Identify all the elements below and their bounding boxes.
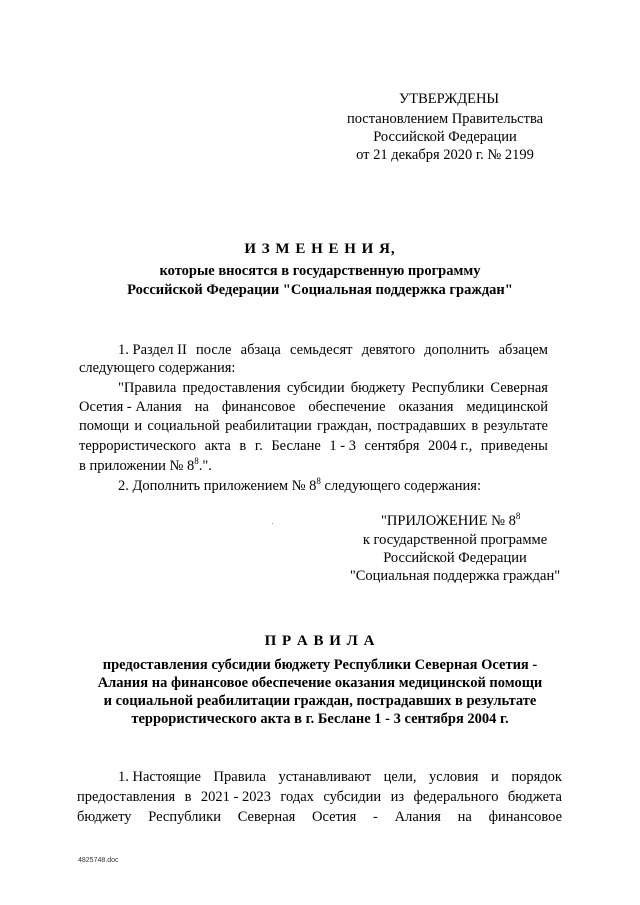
approval-title: УТВЕРЖДЕНЫ	[399, 91, 500, 107]
approval-line-3: от 21 декабря 2020 г. № 2199	[356, 147, 534, 163]
para1-line-2: предоставления в 2021 - 2023 годах субсидии из федерального бюджета	[77, 789, 562, 805]
footer-doc-id: 4825748.doc	[78, 857, 119, 864]
item1-line-3: "Правила предоставления субсидии бюджету Республики Северная	[118, 380, 548, 396]
rules-subtitle-1: предоставления субсидии бюджету Республики Северная Осетия -	[102, 657, 538, 673]
approval-line-2: Российской Федерации	[373, 129, 517, 145]
item1-line-7: в приложении № $8^8$.".	[79, 456, 212, 474]
rules-subtitle-4: террористического акта в г. Беслане 1 - 3 сентября 2004 г.	[131, 711, 509, 727]
rules-subtitle-3: и социальной реабилитации граждан, пострадавших в результате	[103, 693, 537, 709]
item1-line-5: помощи и социальной реабилитации граждан, пострадавших в результате	[79, 418, 548, 434]
item1-line-1: 1. Раздел II после абзаца семьдесят девятого дополнить абзацем	[118, 342, 548, 358]
rules-subtitle-2: Алания на финансовое обеспечение оказания медицинской помощи	[97, 675, 543, 691]
appendix-line-2: Российской Федерации	[383, 550, 527, 566]
item1-line-4: Осетия - Алания на финансовое обеспечение оказания медицинской	[79, 399, 548, 415]
appendix-line-3: "Социальная поддержка граждан"	[349, 568, 561, 584]
item1-line-2: следующего содержания:	[79, 360, 236, 376]
appendix-title: "ПРИЛОЖЕНИЕ № $8^8$	[381, 511, 521, 529]
rules-heading: П Р А В И Л А	[264, 633, 376, 649]
item2-line: 2. Дополнить приложением № $8^8$ следующего содержания:	[118, 476, 481, 494]
approval-line-1: постановлением Правительства	[346, 111, 544, 127]
scan-dot	[272, 523, 273, 524]
changes-subtitle-1: которые вносятся в государственную программу	[159, 263, 481, 279]
changes-subtitle-2: Российской Федерации "Социальная поддержка граждан"	[127, 282, 513, 298]
para1-line-1: 1. Настоящие Правила устанавливают цели, условия и порядок	[118, 769, 562, 785]
changes-heading: И З М Е Н Е Н И Я,	[244, 241, 396, 257]
para1-line-3: бюджету Республики Северная Осетия - Алания на финансовое	[77, 809, 562, 825]
item1-line-6: террористического акта в г. Беслане 1 - 3 сентября 2004 г., приведены	[79, 438, 548, 454]
appendix-line-1: к государственной программе	[362, 532, 548, 548]
